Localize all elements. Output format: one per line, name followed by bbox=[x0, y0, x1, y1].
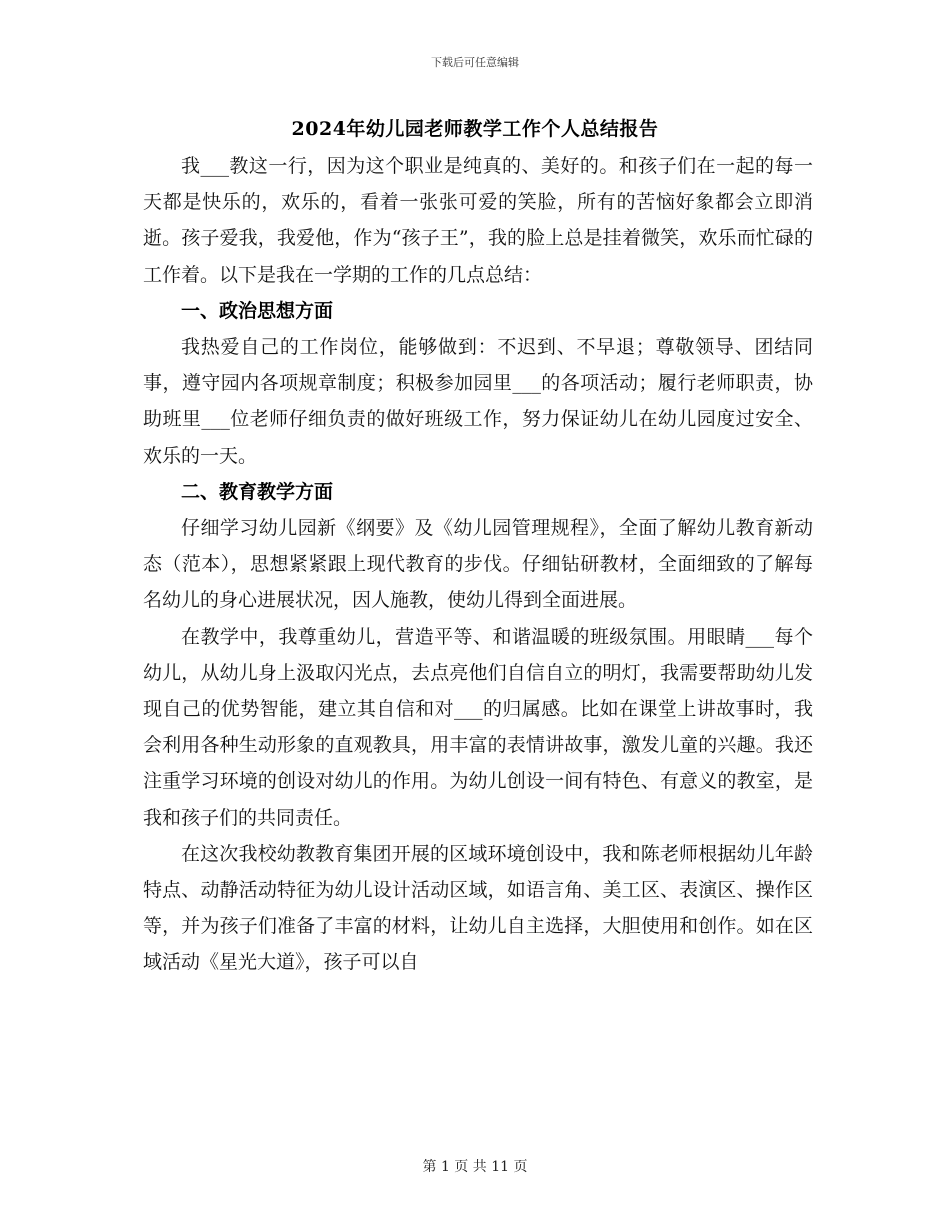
header-note: 下载后可任意编辑 bbox=[431, 56, 519, 69]
intro-paragraph: 我___教这一行，因为这个职业是纯真的、美好的。和孩子们在一起的每一天都是快乐的，欢乐的，看着一张张可爱的笑脸，所有的苦恼好象都会立即消逝。孩子爱我，我爱他，作为“孩子王”，我的脸上总是挂着微笑，欢乐而忙碌的工作着。以下是我在一学期的工作的几点总结： bbox=[143, 155, 813, 286]
politics-paragraph: 我热爱自己的工作岗位，能够做到：不迟到、不早退；尊敬领导、团结同事，遵守园内各项规章制度；积极参加园里___的各项活动；履行老师职责，协助班里___位老师仔细负责的做好班级工作，努力保证幼儿在幼儿园度过安全、欢乐的一天。 bbox=[143, 336, 813, 467]
teaching-paragraph-3: 在这次我校幼教教育集团开展的区域环境创设中，我和陈老师根据幼儿年龄特点、动静活动特征为幼儿设计活动区域，如语言角、美工区、表演区、操作区等，并为孩子们准备了丰富的材料，让幼儿自主选择，大胆使用和创作。如在区域活动《星光大道》，孩子可以自 bbox=[143, 842, 813, 974]
page-number: 第 1 页 共 11 页 bbox=[422, 1159, 528, 1175]
section-heading-teaching: 二、教育教学方面 bbox=[181, 480, 334, 503]
document-body bbox=[143, 148, 813, 981]
document-title: 2024年幼儿园老师教学工作个人总结报告 bbox=[291, 118, 659, 140]
teaching-paragraph-2: 在教学中，我尊重幼儿，营造平等、和谐温暖的班级氛围。用眼睛___每个幼儿，从幼儿身上汲取闪光点，去点亮他们自信自立的明灯，我需要帮助幼儿发现自己的优势智能，建立其自信和对___的归属感。比如在课堂上讲故事时，我会利用各种生动形象的直观教具，用丰富的表情讲故事，激发儿童的兴趣。我还注重学习环境的创设对幼儿的作用。为幼儿创设一间有特色、有意义的教室，是我和孩子们的共同责任。 bbox=[143, 625, 813, 829]
section-heading-politics: 一、政治思想方面 bbox=[181, 299, 334, 322]
teaching-paragraph-1: 仔细学习幼儿园新《纲要》及《幼儿园管理规程》，全面了解幼儿教育新动态（范本），思想紧紧跟上现代教育的步伐。仔细钻研教材，全面细致的了解每名幼儿的身心进展状况，因人施教，使幼儿得到全面进展。 bbox=[143, 517, 813, 612]
